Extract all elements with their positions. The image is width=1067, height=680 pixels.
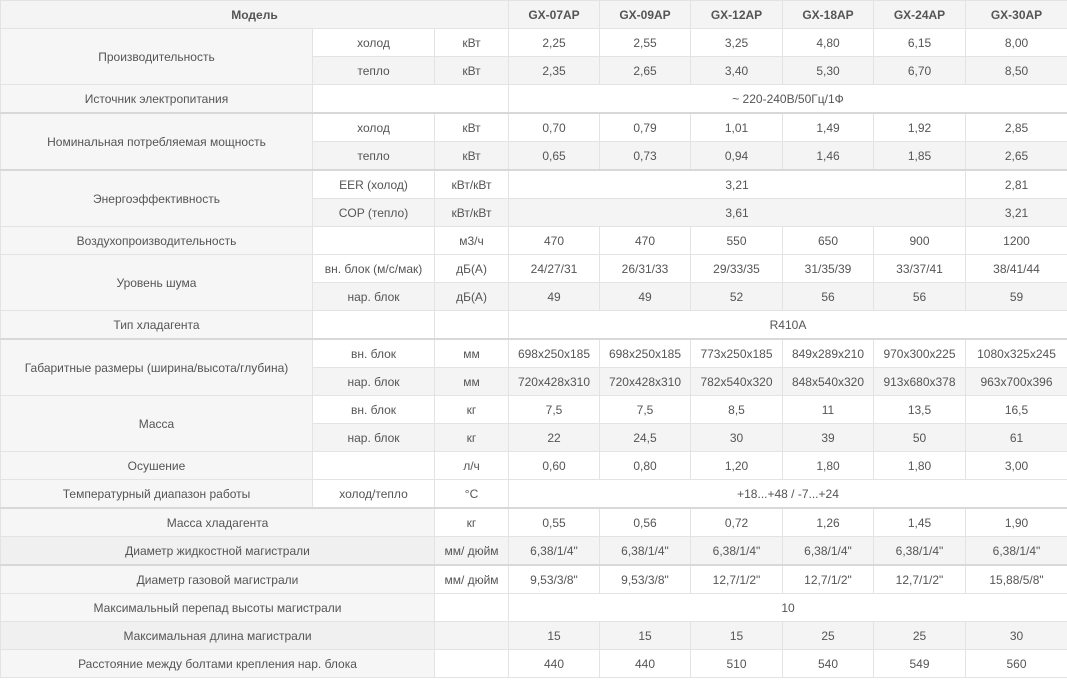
- value-cell: 6,38/1/4": [874, 537, 966, 566]
- value-cell: 2,65: [600, 57, 691, 85]
- row-label-efficiency: Энергоэффективность: [1, 170, 313, 227]
- value-cell: 50: [874, 424, 966, 452]
- value-cell: 8,50: [966, 57, 1067, 85]
- value-cell: 61: [966, 424, 1067, 452]
- value-cell: 698x250x185: [600, 339, 691, 368]
- table-row: [1, 537, 1067, 566]
- value-cell: 49: [509, 283, 600, 311]
- table-row: [1, 565, 1067, 594]
- value-cell: 1,90: [966, 508, 1067, 537]
- unit-cell: л/ч: [435, 452, 509, 480]
- value-cell: 33/37/41: [874, 255, 966, 283]
- table-row: [1, 311, 1067, 340]
- value-cell: R410A: [509, 311, 1067, 340]
- value-cell: 0,55: [509, 508, 600, 537]
- unit-cell: кВт: [435, 57, 509, 85]
- value-cell: 5,30: [783, 57, 874, 85]
- value-cell: 0,65: [509, 142, 600, 171]
- unit-cell: мм: [435, 368, 509, 396]
- value-cell: 2,65: [966, 142, 1067, 171]
- value-cell: 1,80: [874, 452, 966, 480]
- empty-cell: [435, 650, 509, 678]
- value-cell: 13,5: [874, 396, 966, 424]
- row-label-gas-pipe: Диаметр газовой магистрали: [1, 565, 435, 594]
- value-cell: 650: [783, 227, 874, 255]
- row-label-airflow: Воздухопроизводительность: [1, 227, 313, 255]
- value-cell: 22: [509, 424, 600, 452]
- value-cell: 30: [691, 424, 783, 452]
- row-label-refrigerant-mass: Масса хладагента: [1, 508, 435, 537]
- unit-cell: кВт/кВт: [435, 170, 509, 199]
- row-label-capacity: Производительность: [1, 29, 313, 85]
- table-row: [1, 622, 1067, 650]
- value-cell: 16,5: [966, 396, 1067, 424]
- value-cell: 849x289x210: [783, 339, 874, 368]
- value-cell: 38/41/44: [966, 255, 1067, 283]
- unit-cell: кВт: [435, 29, 509, 57]
- value-cell: ~ 220-240В/50Гц/1Ф: [509, 85, 1067, 114]
- value-cell: 0,73: [600, 142, 691, 171]
- table-row: [1, 452, 1067, 480]
- table-row: [1, 480, 1067, 509]
- value-cell: 782x540x320: [691, 368, 783, 396]
- value-cell: 0,80: [600, 452, 691, 480]
- value-cell: 29/33/35: [691, 255, 783, 283]
- unit-cell: кВт/кВт: [435, 199, 509, 227]
- row-label-power-supply: Источник электропитания: [1, 85, 313, 114]
- model-col: GX-18AP: [783, 1, 874, 29]
- value-cell: 10: [509, 594, 1067, 622]
- value-cell: 8,00: [966, 29, 1067, 57]
- value-cell: 25: [874, 622, 966, 650]
- value-cell: 25: [783, 622, 874, 650]
- table-row: [1, 594, 1067, 622]
- value-cell: 3,61: [509, 199, 966, 227]
- sub-label: тепло: [313, 57, 435, 85]
- value-cell: 2,25: [509, 29, 600, 57]
- value-cell: 0,60: [509, 452, 600, 480]
- value-cell: 52: [691, 283, 783, 311]
- value-cell: 59: [966, 283, 1067, 311]
- unit-cell: м3/ч: [435, 227, 509, 255]
- value-cell: 12,7/1/2": [783, 565, 874, 594]
- value-cell: 963x700x396: [966, 368, 1067, 396]
- sub-label: COP (тепло): [313, 199, 435, 227]
- value-cell: 56: [783, 283, 874, 311]
- value-cell: 1,85: [874, 142, 966, 171]
- row-label-liquid-pipe: Диаметр жидкостной магистрали: [1, 537, 435, 566]
- empty-cell: [313, 85, 509, 114]
- empty-cell: [313, 311, 435, 340]
- model-header: Модель: [1, 1, 509, 29]
- sub-label: холод/тепло: [313, 480, 435, 509]
- value-cell: 470: [509, 227, 600, 255]
- table-row: [1, 170, 1067, 199]
- value-cell: 7,5: [509, 396, 600, 424]
- sub-label: тепло: [313, 142, 435, 171]
- sub-label: вн. блок: [313, 339, 435, 368]
- value-cell: 698x250x185: [509, 339, 600, 368]
- row-label-refrigerant: Тип хладагента: [1, 311, 313, 340]
- value-cell: 12,7/1/2": [691, 565, 783, 594]
- value-cell: 510: [691, 650, 783, 678]
- sub-label: нар. блок: [313, 283, 435, 311]
- unit-cell: кг: [435, 396, 509, 424]
- value-cell: 1,46: [783, 142, 874, 171]
- value-cell: 6,38/1/4": [966, 537, 1067, 566]
- table-row: [1, 227, 1067, 255]
- table-row: [1, 29, 1067, 57]
- value-cell: 31/35/39: [783, 255, 874, 283]
- value-cell: +18...+48 / -7...+24: [509, 480, 1067, 509]
- value-cell: 9,53/3/8": [509, 565, 600, 594]
- value-cell: 15: [509, 622, 600, 650]
- row-label-temp-range: Температурный диапазон работы: [1, 480, 313, 509]
- value-cell: 720x428x310: [600, 368, 691, 396]
- value-cell: 3,21: [966, 199, 1067, 227]
- sub-label: холод: [313, 113, 435, 142]
- value-cell: 1,45: [874, 508, 966, 537]
- table-row: [1, 508, 1067, 537]
- value-cell: 2,35: [509, 57, 600, 85]
- value-cell: 1,26: [783, 508, 874, 537]
- header-row: [1, 1, 1067, 29]
- table-row: [1, 85, 1067, 114]
- value-cell: 6,70: [874, 57, 966, 85]
- table-row: [1, 339, 1067, 368]
- value-cell: 0,70: [509, 113, 600, 142]
- value-cell: 549: [874, 650, 966, 678]
- row-label-max-height: Максимальный перепад высоты магистрали: [1, 594, 435, 622]
- value-cell: 848x540x320: [783, 368, 874, 396]
- model-col: GX-09AP: [600, 1, 691, 29]
- row-label-power-input: Номинальная потребляемая мощность: [1, 113, 313, 170]
- value-cell: 9,53/3/8": [600, 565, 691, 594]
- row-label-dehumidification: Осушение: [1, 452, 313, 480]
- empty-cell: [313, 452, 435, 480]
- value-cell: 6,38/1/4": [691, 537, 783, 566]
- value-cell: 1,20: [691, 452, 783, 480]
- value-cell: 3,40: [691, 57, 783, 85]
- value-cell: 1,01: [691, 113, 783, 142]
- value-cell: 3,00: [966, 452, 1067, 480]
- value-cell: 24,5: [600, 424, 691, 452]
- empty-cell: [435, 622, 509, 650]
- value-cell: 6,38/1/4": [509, 537, 600, 566]
- model-col: GX-07AP: [509, 1, 600, 29]
- model-col: GX-30AP: [966, 1, 1067, 29]
- table-row: [1, 650, 1067, 678]
- value-cell: 970x300x225: [874, 339, 966, 368]
- value-cell: 0,94: [691, 142, 783, 171]
- value-cell: 540: [783, 650, 874, 678]
- value-cell: 720x428x310: [509, 368, 600, 396]
- table-row: [1, 255, 1067, 283]
- unit-cell: °C: [435, 480, 509, 509]
- model-col: GX-24AP: [874, 1, 966, 29]
- unit-cell: мм/ дюйм: [435, 537, 509, 566]
- table-row: [1, 113, 1067, 142]
- value-cell: 15,88/5/8": [966, 565, 1067, 594]
- value-cell: 900: [874, 227, 966, 255]
- value-cell: 15: [691, 622, 783, 650]
- row-label-bolt-distance: Расстояние между болтами крепления нар. блока: [1, 650, 435, 678]
- unit-cell: кг: [435, 508, 509, 537]
- value-cell: 26/31/33: [600, 255, 691, 283]
- value-cell: 7,5: [600, 396, 691, 424]
- value-cell: 56: [874, 283, 966, 311]
- value-cell: 440: [600, 650, 691, 678]
- table-row: [1, 396, 1067, 424]
- value-cell: 12,7/1/2": [874, 565, 966, 594]
- empty-cell: [313, 227, 435, 255]
- value-cell: 6,15: [874, 29, 966, 57]
- sub-label: холод: [313, 29, 435, 57]
- value-cell: 2,85: [966, 113, 1067, 142]
- value-cell: 470: [600, 227, 691, 255]
- row-label-mass: Масса: [1, 396, 313, 452]
- value-cell: 560: [966, 650, 1067, 678]
- value-cell: 2,81: [966, 170, 1067, 199]
- row-label-max-length: Максимальная длина магистрали: [1, 622, 435, 650]
- empty-cell: [435, 311, 509, 340]
- unit-cell: мм: [435, 339, 509, 368]
- value-cell: 1200: [966, 227, 1067, 255]
- value-cell: 773x250x185: [691, 339, 783, 368]
- value-cell: 11: [783, 396, 874, 424]
- value-cell: 15: [600, 622, 691, 650]
- empty-cell: [435, 594, 509, 622]
- value-cell: 1,49: [783, 113, 874, 142]
- unit-cell: дБ(А): [435, 283, 509, 311]
- value-cell: 49: [600, 283, 691, 311]
- row-label-dimensions: Габаритные размеры (ширина/высота/глубина): [1, 339, 313, 396]
- value-cell: 3,25: [691, 29, 783, 57]
- value-cell: 39: [783, 424, 874, 452]
- value-cell: 1080x325x245: [966, 339, 1067, 368]
- unit-cell: кг: [435, 424, 509, 452]
- value-cell: 6,38/1/4": [600, 537, 691, 566]
- value-cell: 6,38/1/4": [783, 537, 874, 566]
- value-cell: 0,56: [600, 508, 691, 537]
- unit-cell: кВт: [435, 113, 509, 142]
- unit-cell: мм/ дюйм: [435, 565, 509, 594]
- value-cell: 0,72: [691, 508, 783, 537]
- value-cell: 30: [966, 622, 1067, 650]
- value-cell: 4,80: [783, 29, 874, 57]
- value-cell: 8,5: [691, 396, 783, 424]
- value-cell: 1,92: [874, 113, 966, 142]
- value-cell: 550: [691, 227, 783, 255]
- value-cell: 3,21: [509, 170, 966, 199]
- sub-label: вн. блок (м/с/мак): [313, 255, 435, 283]
- sub-label: EER (холод): [313, 170, 435, 199]
- value-cell: 913x680x378: [874, 368, 966, 396]
- model-col: GX-12AP: [691, 1, 783, 29]
- row-label-noise: Уровень шума: [1, 255, 313, 311]
- value-cell: 0,79: [600, 113, 691, 142]
- value-cell: 24/27/31: [509, 255, 600, 283]
- sub-label: нар. блок: [313, 424, 435, 452]
- unit-cell: дБ(А): [435, 255, 509, 283]
- sub-label: нар. блок: [313, 368, 435, 396]
- value-cell: 1,80: [783, 452, 874, 480]
- unit-cell: кВт: [435, 142, 509, 171]
- sub-label: вн. блок: [313, 396, 435, 424]
- value-cell: 2,55: [600, 29, 691, 57]
- value-cell: 440: [509, 650, 600, 678]
